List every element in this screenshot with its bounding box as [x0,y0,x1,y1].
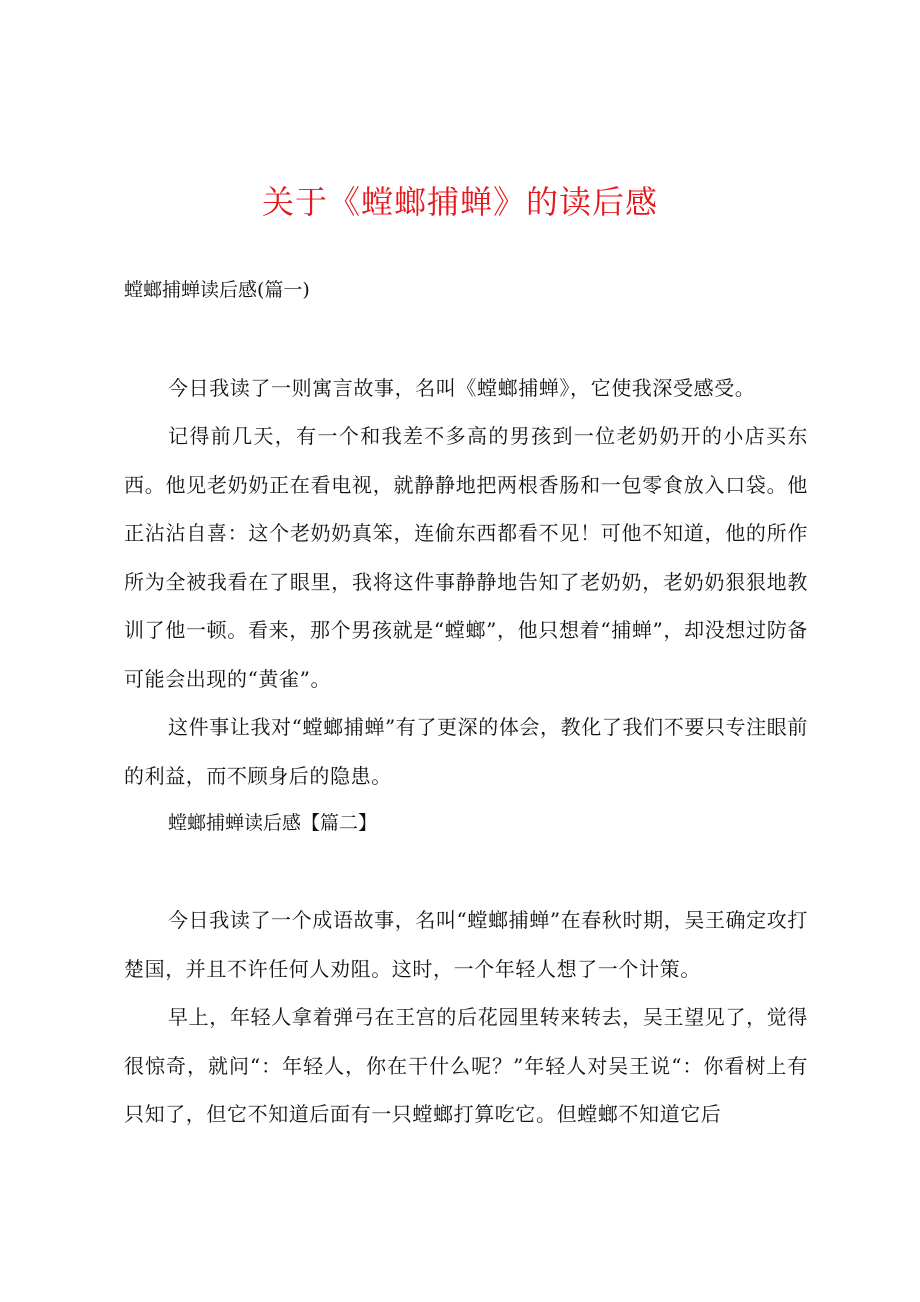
section-2-heading: 螳螂捕蝉读后感【篇二】 [168,812,378,834]
section-1-heading: 螳螂捕蝉读后感(篇一) [124,279,310,301]
section-1-paragraph: 记得前几天，有一个和我差不多高的男孩到一位老奶奶开的小店买东西。他见老奶奶正在看电视，就静静地把两根香肠和一包零食放入口袋。他正沾沾自喜：这个老奶奶真笨，连偷东西都看不见！可他不知道，他的所作所为全被我看在了眼里，我将这件事静静地告知了老奶奶，老奶奶狠狠地教训了他一顿。看来，那个男孩就是“螳螂”，他只想着“捕蝉”，却没想过防备可能会出现的“黄雀”。 [124,424,808,691]
section-2-paragraph: 今日我读了一个成语故事，名叫“螳螂捕蝉”在春秋时期，吴王确定攻打楚国，并且不许任何人劝阻。这时，一个年轻人想了一个计策。 [124,908,808,981]
section-1-paragraph: 今日我读了一则寓言故事，名叫《螳螂捕蝉》，它使我深受感受。 [168,376,756,400]
document-title: 关于《螳螂捕蝉》的读后感 [261,183,658,221]
section-2-paragraph: 早上，年轻人拿着弹弓在王宫的后花园里转来转去，吴王望见了，觉得很惊奇，就问“：年轻人，你在干什么呢？”年轻人对吴王说“：你看树上有只知了，但它不知道后面有一只螳螂打算吃它。但螳螂不知道它后 [124,1005,808,1126]
section-1-paragraph: 这件事让我对“螳螂捕蝉”有了更深的体会，教化了我们不要只专注眼前的利益，而不顾身后的隐患。 [124,715,808,788]
